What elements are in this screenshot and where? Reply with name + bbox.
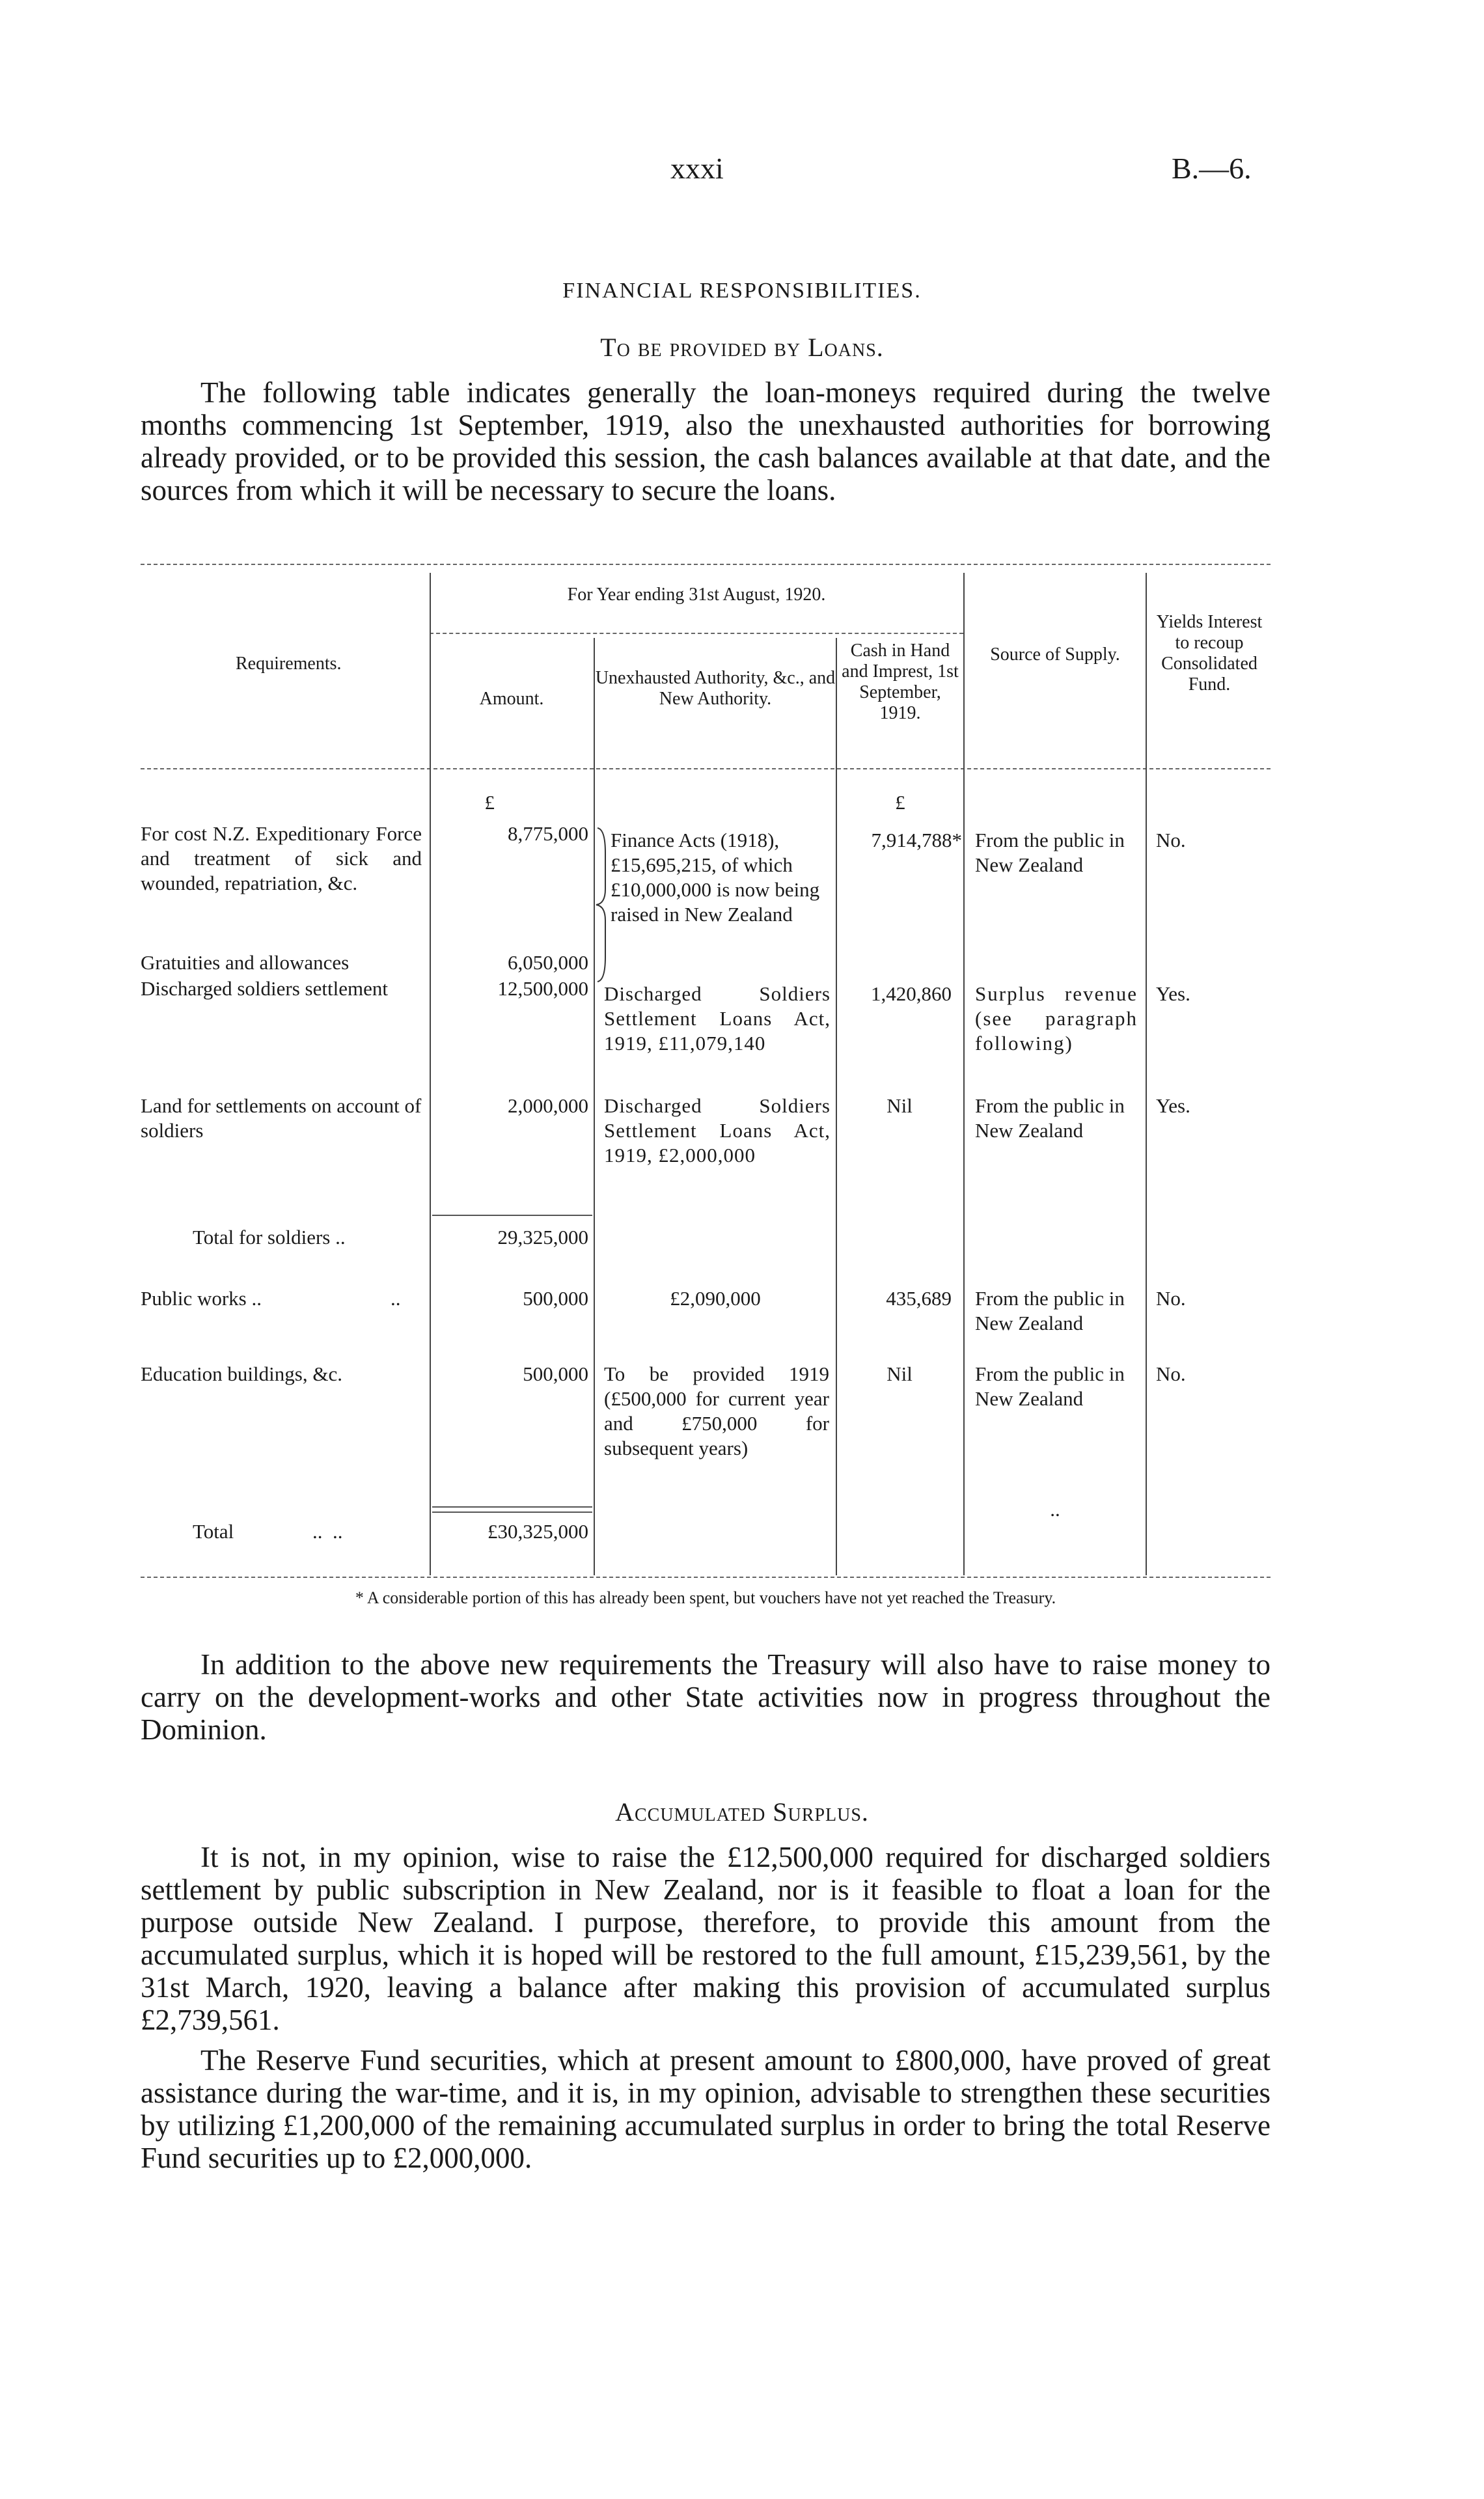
section-title: FINANCIAL RESPONSIBILITIES. xyxy=(562,279,922,303)
requirement-cell: Public works .. xyxy=(141,1287,262,1310)
section-title: Accumulated Surplus. xyxy=(615,1797,869,1827)
requirement-cell: Gratuities and allowances xyxy=(141,951,350,974)
source-cell: From the public in New Zealand xyxy=(975,1287,1125,1334)
source-cell: From the public in New Zealand xyxy=(975,829,1125,876)
authority-column-header: Unexhausted Authority, &c., and New Authority. xyxy=(595,668,836,709)
requirement-cell: Education buildings, &c. xyxy=(141,1362,342,1385)
amount-cell: 500,000 xyxy=(523,1287,588,1310)
source-cell: From the public in New Zealand xyxy=(975,1362,1125,1410)
page-number: xxxi xyxy=(670,152,724,185)
authority-cell: To be provided 1919 (£500,000 for current year and £750,000 for subsequent years) xyxy=(604,1362,829,1459)
requirements-column-header: Requirements. xyxy=(236,654,342,674)
requirement-cell: Land for settlements on account of soldiers xyxy=(141,1094,422,1142)
cash-cell: Nil xyxy=(886,1362,913,1385)
amount-cell: 8,775,000 xyxy=(508,822,588,845)
table-footnote: * A considerable portion of this has already been spent, but vouchers have not yet reached the Treasury. xyxy=(355,1588,1056,1607)
paragraph: It is not, in my opinion, wise to raise the £12,500,000 required for discharged soldiers settlement by public subscription in New Zealand, nor is it feasible to float a loan for the purpose outside New Zealand. I purpose, therefore, to provide this amount from the accumulated surplus, which it is hoped will be restored to the full amount, £15,239,561, by the 31st March, 1920, leaving a balance after making this provision of accumulated surplus £2,739,561. xyxy=(141,1841,1271,2036)
yields-cell: No. xyxy=(1156,1362,1186,1385)
yields-cell: Yes. xyxy=(1156,982,1190,1005)
grouping-brace xyxy=(591,827,611,983)
amount-cell: 12,500,000 xyxy=(497,977,588,1000)
requirement-cell: Total xyxy=(193,1520,234,1543)
amount-cell: 2,000,000 xyxy=(508,1094,588,1117)
requirement-cell: For cost N.Z. Expeditionary Force and treatment of sick and wounded, repatriation, &c. xyxy=(141,822,422,894)
source-cell: From the public in New Zealand xyxy=(975,1094,1125,1142)
authority-cell: Finance Acts (1918), £15,695,215, of which £10,000,000 is now being raised in New Zealand xyxy=(611,829,820,926)
amount-cell: 6,050,000 xyxy=(508,951,588,974)
cash-cell: 7,914,788* xyxy=(871,829,962,851)
amount-unit: £ xyxy=(484,791,495,814)
document-reference: B.—6. xyxy=(1172,152,1252,185)
source-cell: .. xyxy=(1050,1498,1060,1521)
dot-leader: .. xyxy=(391,1287,401,1310)
authority-cell: Discharged Soldiers Settlement Loans Act, 1919, £2,000,000 xyxy=(604,1094,831,1167)
amount-cell: £30,325,000 xyxy=(488,1520,588,1543)
cash-unit: £ xyxy=(895,791,905,814)
source-cell: Surplus revenue (see paragraph following) xyxy=(975,982,1138,1055)
yields-cell: Yes. xyxy=(1156,1094,1190,1117)
year-group-header: For Year ending 31st August, 1920. xyxy=(567,585,826,605)
after-table-paragraph: In addition to the above new requirements the Treasury will also have to raise money to carry on the development-works and other State activities now in progress throughout the Dominion. xyxy=(141,1648,1271,1746)
cash-cell: 435,689 xyxy=(886,1287,952,1310)
cash-cell: Nil xyxy=(886,1094,913,1117)
section-subtitle: To be provided by Loans. xyxy=(600,333,884,362)
amount-column-header: Amount. xyxy=(479,689,544,709)
cash-cell: 1,420,860 xyxy=(871,982,952,1005)
requirement-cell: Discharged soldiers settlement xyxy=(141,977,388,1000)
source-column-header: Source of Supply. xyxy=(990,644,1120,665)
paragraph: The Reserve Fund securities, which at present amount to £800,000, have proved of great assistance during the war-time, and it is, in my opinion, advisable to strengthen these securities by utilizing £1,200,000 of the remaining accumulated surplus in order to bring the total Reserve Fund securities up to £2,000,000. xyxy=(141,2044,1271,2174)
cash-column-header: Cash in Hand and Imprest, 1st September, 1919. xyxy=(842,641,959,723)
yields-cell: No. xyxy=(1156,1287,1186,1310)
authority-cell: £2,090,000 xyxy=(670,1287,761,1310)
dot-leader: .. .. xyxy=(312,1520,343,1543)
intro-paragraph: The following table indicates generally the loan-moneys required during the twelve months commencing 1st September, 1919, also the unexhausted authorities for borrowing already provided, or to be provided this session, the cash balances available at that date, and the sources from which it will be necessary to secure the loans. xyxy=(141,376,1271,506)
amount-cell: 500,000 xyxy=(523,1362,588,1385)
authority-cell: Discharged Soldiers Settlement Loans Act, 1919, £11,079,140 xyxy=(604,982,831,1055)
amount-cell: 29,325,000 xyxy=(497,1226,588,1249)
yields-cell: No. xyxy=(1156,829,1186,851)
requirement-cell: Total for soldiers .. xyxy=(193,1226,346,1249)
yields-column-header: Yields Interest to recoup Consolidated Fund. xyxy=(1156,612,1263,695)
